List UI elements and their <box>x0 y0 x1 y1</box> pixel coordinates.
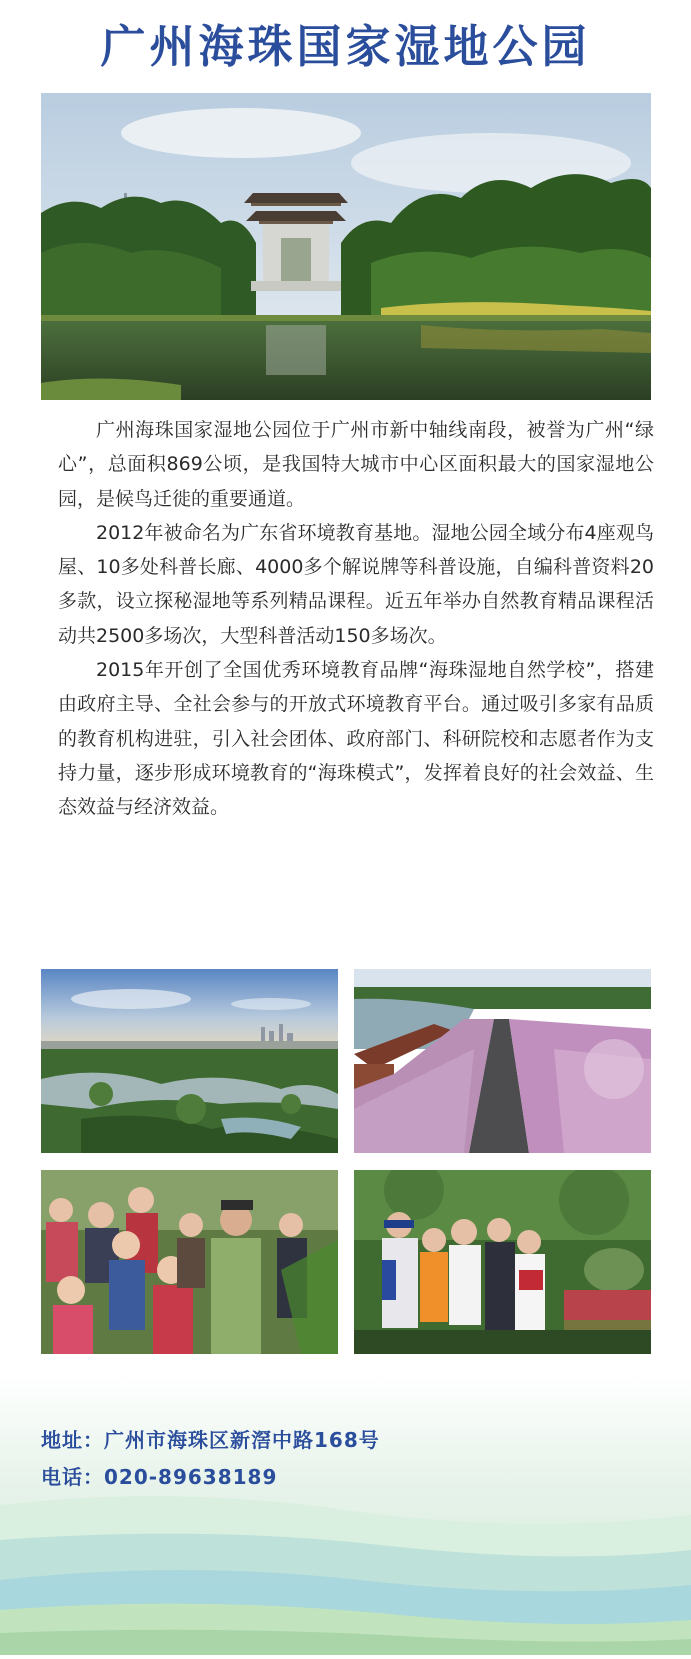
photo-aerial-wetland <box>41 969 338 1153</box>
address-text: 地址：广州市海珠区新滘中路168号 <box>41 1428 380 1452</box>
photo-children-binoculars <box>354 1170 651 1354</box>
photo-flower-boardwalk <box>354 969 651 1153</box>
footer-wave-background <box>0 1375 691 1655</box>
page-title: 广州海珠国家湿地公园 <box>100 20 591 73</box>
paragraph-education-base: 2012年被命名为广东省环境教育基地。湿地公园全域分布4座观鸟屋、10多处科普长廊、4000多个解说牌等科普设施，自编科普资料20多款，设立探秘湿地等系列精品课程。近五年举办自然教育精品课程活动共2500多场次，大型科普活动150多场次。 <box>58 521 654 647</box>
hero-photo-pavilion-lake <box>41 93 651 400</box>
paragraph-intro: 广州海珠国家湿地公园位于广州市新中轴线南段，被誉为广州“绿心”，总面积869公顷，是我国特大城市中心区面积最大的国家湿地公园，是候鸟迁徙的重要通道。 <box>58 419 654 510</box>
photo-children-guide <box>41 1170 338 1354</box>
paragraph-nature-school: 2015年开创了全国优秀环境教育品牌“海珠湿地自然学校”，搭建由政府主导、全社会参与的开放式环境教育平台。通过吸引多家有品质的教育机构进驻，引入社会团体、政府部门、科研院校和志愿者作为支持力量，逐步形成环境教育的“海珠模式”，发挥着良好的社会效益、生态效益与经济效益。 <box>58 659 654 819</box>
body-text <box>58 413 654 825</box>
phone-text: 电话：020-89638189 <box>41 1465 278 1489</box>
